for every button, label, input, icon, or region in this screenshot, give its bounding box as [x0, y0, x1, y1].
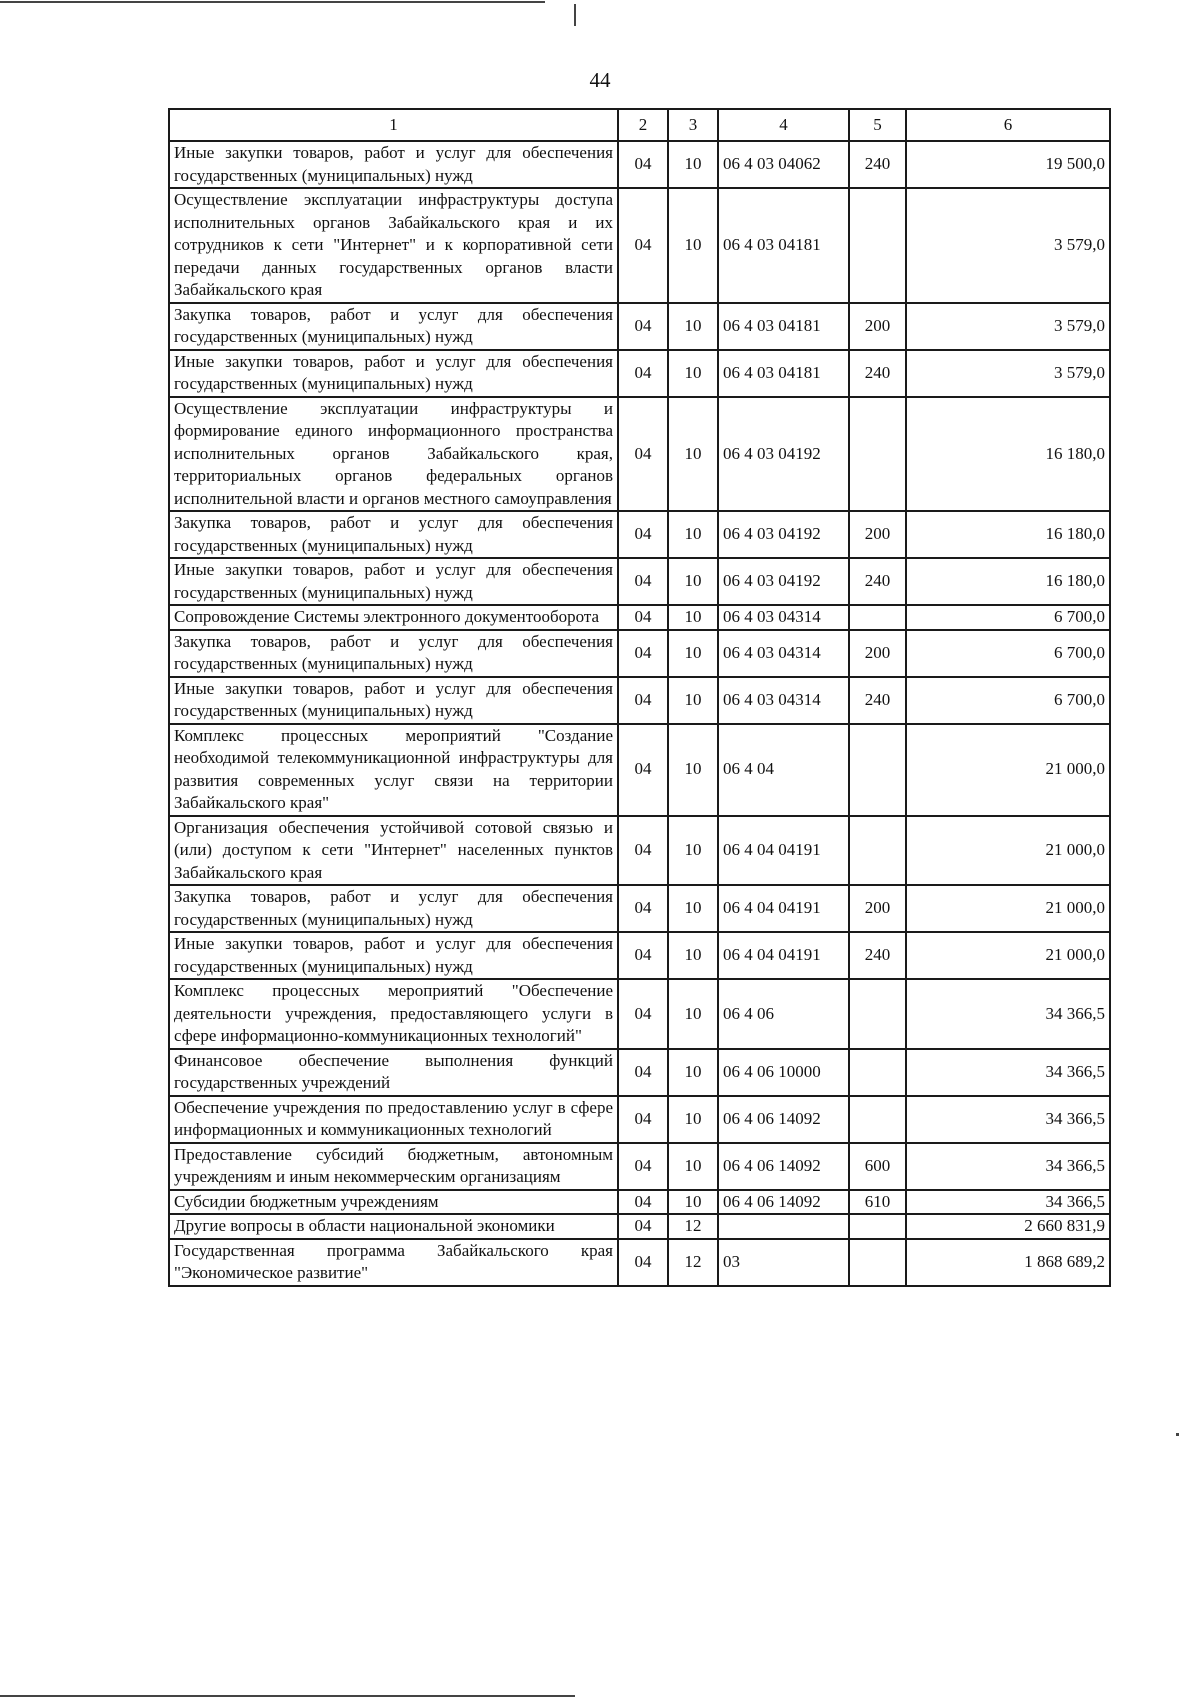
scan-tick-top [574, 4, 576, 26]
row-section: 04 [618, 397, 668, 512]
row-amount: 6 700,0 [906, 630, 1110, 677]
table-row [169, 188, 1110, 303]
row-name: Закупка товаров, работ и услуг для обеспечения государственных (муниципальных) нужд [169, 511, 618, 558]
row-section: 04 [618, 605, 668, 630]
row-target-code: 06 4 03 04314 [718, 630, 849, 677]
row-subsection: 10 [668, 677, 718, 724]
row-expense-type: 200 [849, 885, 906, 932]
row-section: 04 [618, 1214, 668, 1239]
table-row [169, 605, 1110, 630]
page-number: 44 [589, 68, 611, 92]
row-target-code: 06 4 03 04181 [718, 350, 849, 397]
row-amount: 34 366,5 [906, 1190, 1110, 1215]
row-section: 04 [618, 350, 668, 397]
table-row [169, 979, 1110, 1049]
row-amount: 21 000,0 [906, 932, 1110, 979]
row-subsection: 10 [668, 724, 718, 816]
row-amount: 34 366,5 [906, 979, 1110, 1049]
row-subsection: 10 [668, 1049, 718, 1096]
row-name: Субсидии бюджетным учреждениям [169, 1190, 618, 1215]
row-section: 04 [618, 630, 668, 677]
row-amount: 34 366,5 [906, 1143, 1110, 1190]
table-body [169, 141, 1110, 1286]
row-name: Предоставление субсидий бюджетным, автономным учреждениям и иным некоммерческим организациям [169, 1143, 618, 1190]
row-target-code: 06 4 04 [718, 724, 849, 816]
row-target-code: 06 4 04 04191 [718, 885, 849, 932]
row-subsection: 10 [668, 605, 718, 630]
row-section: 04 [618, 885, 668, 932]
row-name: Иные закупки товаров, работ и услуг для обеспечения государственных (муниципальных) нужд [169, 558, 618, 605]
row-section: 04 [618, 677, 668, 724]
row-expense-type: 610 [849, 1190, 906, 1215]
row-subsection: 10 [668, 1190, 718, 1215]
row-amount: 6 700,0 [906, 605, 1110, 630]
row-subsection: 10 [668, 979, 718, 1049]
table-row [169, 932, 1110, 979]
row-target-code: 06 4 06 14092 [718, 1143, 849, 1190]
row-amount: 3 579,0 [906, 350, 1110, 397]
table-row [169, 397, 1110, 512]
table-row [169, 816, 1110, 886]
row-amount: 3 579,0 [906, 303, 1110, 350]
row-target-code: 06 4 04 04191 [718, 816, 849, 886]
table-row [169, 1190, 1110, 1215]
row-section: 04 [618, 979, 668, 1049]
row-subsection: 10 [668, 885, 718, 932]
table-row [169, 1049, 1110, 1096]
row-expense-type [849, 605, 906, 630]
row-target-code: 06 4 03 04181 [718, 303, 849, 350]
header-row [169, 109, 1110, 141]
row-name: Иные закупки товаров, работ и услуг для обеспечения государственных (муниципальных) нужд [169, 350, 618, 397]
row-expense-type [849, 1049, 906, 1096]
column-header: 2 [618, 109, 668, 141]
row-expense-type [849, 816, 906, 886]
row-expense-type: 600 [849, 1143, 906, 1190]
row-expense-type [849, 724, 906, 816]
row-amount: 21 000,0 [906, 724, 1110, 816]
row-subsection: 10 [668, 932, 718, 979]
scan-dot [1176, 1433, 1179, 1436]
row-expense-type: 240 [849, 141, 906, 188]
row-name: Иные закупки товаров, работ и услуг для обеспечения государственных (муниципальных) нужд [169, 677, 618, 724]
column-header: 6 [906, 109, 1110, 141]
row-target-code: 06 4 03 04192 [718, 511, 849, 558]
row-amount: 19 500,0 [906, 141, 1110, 188]
row-expense-type [849, 397, 906, 512]
row-expense-type [849, 1239, 906, 1286]
table-row [169, 1214, 1110, 1239]
row-amount: 3 579,0 [906, 188, 1110, 303]
scan-line-bottom [0, 1695, 575, 1697]
table-row [169, 303, 1110, 350]
row-name: Финансовое обеспечение выполнения функций государственных учреждений [169, 1049, 618, 1096]
row-name: Организация обеспечения устойчивой сотовой связью и (или) доступом к сети "Интернет" населенных пунктов Забайкальского края [169, 816, 618, 886]
row-expense-type: 240 [849, 677, 906, 724]
row-expense-type: 200 [849, 511, 906, 558]
row-section: 04 [618, 816, 668, 886]
table-row [169, 350, 1110, 397]
row-target-code: 06 4 04 04191 [718, 932, 849, 979]
row-amount: 21 000,0 [906, 816, 1110, 886]
row-subsection: 10 [668, 141, 718, 188]
row-section: 04 [618, 188, 668, 303]
row-section: 04 [618, 1143, 668, 1190]
row-subsection: 12 [668, 1214, 718, 1239]
row-expense-type [849, 188, 906, 303]
row-subsection: 10 [668, 188, 718, 303]
table-row [169, 885, 1110, 932]
row-target-code: 06 4 03 04181 [718, 188, 849, 303]
row-amount: 2 660 831,9 [906, 1214, 1110, 1239]
row-section: 04 [618, 1190, 668, 1215]
row-name: Иные закупки товаров, работ и услуг для обеспечения государственных (муниципальных) нужд [169, 141, 618, 188]
budget-table [168, 108, 1111, 1287]
column-header: 1 [169, 109, 618, 141]
row-name: Осуществление эксплуатации инфраструктуры и формирование единого информационного пространства исполнительных органов Забайкальского края, территориальных органов федеральных органов исполнительной власти и органов местного самоуправления [169, 397, 618, 512]
row-amount: 34 366,5 [906, 1096, 1110, 1143]
row-amount: 6 700,0 [906, 677, 1110, 724]
row-section: 04 [618, 724, 668, 816]
row-target-code: 06 4 06 14092 [718, 1190, 849, 1215]
row-name: Комплекс процессных мероприятий "Создание необходимой телекоммуникационной инфраструктуры для развития современных услуг связи на территории Забайкальского края" [169, 724, 618, 816]
row-expense-type [849, 1214, 906, 1239]
row-section: 04 [618, 558, 668, 605]
row-subsection: 12 [668, 1239, 718, 1286]
row-section: 04 [618, 932, 668, 979]
row-expense-type: 200 [849, 303, 906, 350]
row-target-code: 03 [718, 1239, 849, 1286]
row-target-code: 06 4 03 04192 [718, 558, 849, 605]
row-target-code: 06 4 03 04314 [718, 605, 849, 630]
row-target-code: 06 4 03 04192 [718, 397, 849, 512]
row-section: 04 [618, 141, 668, 188]
row-amount: 16 180,0 [906, 397, 1110, 512]
row-target-code: 06 4 03 04314 [718, 677, 849, 724]
table-row [169, 677, 1110, 724]
row-name: Обеспечение учреждения по предоставлению услуг в сфере информационных и коммуникационных технологий [169, 1096, 618, 1143]
row-subsection: 10 [668, 350, 718, 397]
column-header: 5 [849, 109, 906, 141]
row-section: 04 [618, 303, 668, 350]
row-amount: 1 868 689,2 [906, 1239, 1110, 1286]
row-expense-type: 240 [849, 932, 906, 979]
row-amount: 16 180,0 [906, 511, 1110, 558]
row-name: Закупка товаров, работ и услуг для обеспечения государственных (муниципальных) нужд [169, 303, 618, 350]
row-subsection: 10 [668, 558, 718, 605]
row-target-code: 06 4 06 10000 [718, 1049, 849, 1096]
row-subsection: 10 [668, 630, 718, 677]
scan-line-top [0, 1, 545, 3]
row-section: 04 [618, 1239, 668, 1286]
table-row [169, 1096, 1110, 1143]
table-row [169, 141, 1110, 188]
table-row [169, 1143, 1110, 1190]
row-subsection: 10 [668, 397, 718, 512]
row-name: Другие вопросы в области национальной экономики [169, 1214, 618, 1239]
row-target-code: 06 4 03 04062 [718, 141, 849, 188]
row-name: Закупка товаров, работ и услуг для обеспечения государственных (муниципальных) нужд [169, 885, 618, 932]
row-expense-type: 240 [849, 558, 906, 605]
row-section: 04 [618, 511, 668, 558]
row-name: Сопровождение Системы электронного документооборота [169, 605, 618, 630]
row-target-code: 06 4 06 14092 [718, 1096, 849, 1143]
row-expense-type [849, 979, 906, 1049]
table-row [169, 1239, 1110, 1286]
row-name: Государственная программа Забайкальского края "Экономическое развитие" [169, 1239, 618, 1286]
row-section: 04 [618, 1096, 668, 1143]
row-expense-type: 200 [849, 630, 906, 677]
row-amount: 34 366,5 [906, 1049, 1110, 1096]
row-subsection: 10 [668, 1143, 718, 1190]
row-expense-type [849, 1096, 906, 1143]
row-subsection: 10 [668, 511, 718, 558]
row-target-code [718, 1214, 849, 1239]
row-expense-type: 240 [849, 350, 906, 397]
row-target-code: 06 4 06 [718, 979, 849, 1049]
table-row [169, 558, 1110, 605]
row-name: Осуществление эксплуатации инфраструктуры доступа исполнительных органов Забайкальского края и их сотрудников к сети "Интернет" и к корпоративной сети передачи данных государственных органов власти Забайкальского края [169, 188, 618, 303]
table-row [169, 724, 1110, 816]
row-section: 04 [618, 1049, 668, 1096]
column-header: 3 [668, 109, 718, 141]
row-name: Комплекс процессных мероприятий "Обеспечение деятельности учреждения, предоставляющего услуги в сфере информационно-коммуникационных технологий" [169, 979, 618, 1049]
table-row [169, 630, 1110, 677]
row-amount: 21 000,0 [906, 885, 1110, 932]
row-name: Иные закупки товаров, работ и услуг для обеспечения государственных (муниципальных) нужд [169, 932, 618, 979]
row-subsection: 10 [668, 1096, 718, 1143]
column-header: 4 [718, 109, 849, 141]
row-subsection: 10 [668, 303, 718, 350]
row-amount: 16 180,0 [906, 558, 1110, 605]
table-row [169, 511, 1110, 558]
row-name: Закупка товаров, работ и услуг для обеспечения государственных (муниципальных) нужд [169, 630, 618, 677]
row-subsection: 10 [668, 816, 718, 886]
